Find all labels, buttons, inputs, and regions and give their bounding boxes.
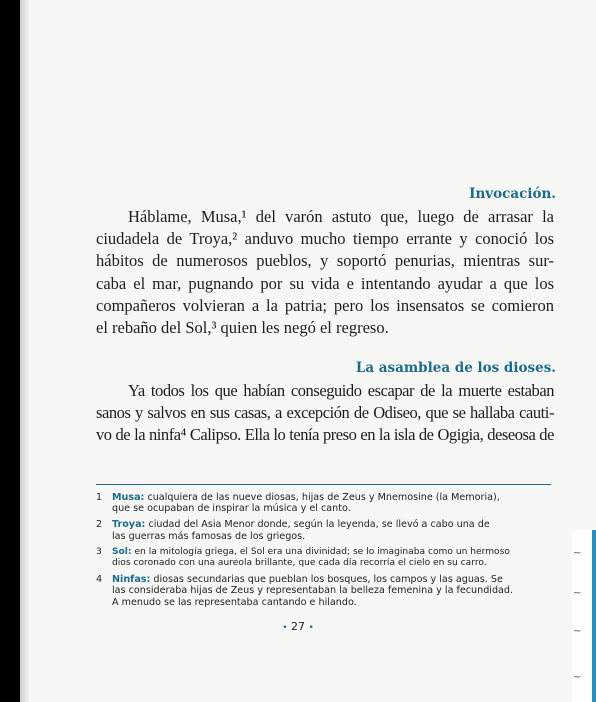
paragraph-line: ciudadela de Troya,² anduvo mucho tiempo errante y conoció los xyxy=(96,229,554,249)
footnote-text: cualquiera de las nueve diosas, hijas de Zeus y Mnemosine (la Memoria), xyxy=(144,492,500,503)
page-gutter-shadow xyxy=(20,0,30,702)
footnote-number: 2 xyxy=(96,519,103,531)
paragraph-line: vo de la ninfa⁴ Calipso. Ella lo tenía preso en la isla de Ogigia, deseosa de xyxy=(96,425,554,445)
footnote-term: Troya: xyxy=(112,519,146,531)
edge-color-bar xyxy=(592,530,596,702)
footnote-text: que se ocupaban de inspirar la música y el canto. xyxy=(112,503,351,515)
paragraph-line: Ya todos los que habían conseguido escapar de la muerte estaban xyxy=(128,381,554,400)
paragraph-line: el rebaño del Sol,³ quien les negó el regreso. xyxy=(96,318,389,338)
paragraph-invocation xyxy=(96,206,554,339)
left-black-margin xyxy=(0,0,20,702)
bullet-icon: • xyxy=(308,623,314,633)
adjacent-page-edge xyxy=(572,530,596,702)
footnote-text: A menudo se las representaba cantando e hilando. xyxy=(112,596,357,608)
paragraph-assembly xyxy=(96,380,554,447)
footnote-term: Ninfas: xyxy=(112,574,151,586)
footnote-term: Musa: xyxy=(112,492,145,503)
handwriting-scribble-icon: ~ xyxy=(573,626,582,637)
footnote-text: las consideraba hijas de Zeus y representaban la belleza femenina y la fecundidad. xyxy=(112,585,514,597)
paragraph-line: compañeros volvieran a la patria; pero los insensatos se comieron xyxy=(96,295,554,315)
footnote-text: las guerras más famosas de los griegos. xyxy=(112,530,306,542)
footnote-number: 3 xyxy=(96,546,102,557)
section-heading-invocacion: Invocación. xyxy=(469,186,556,202)
footnote-text: ciudad del Asia Menor donde, según la leyenda, se llevó a cabo una de xyxy=(145,519,490,531)
section-heading-asamblea: La asamblea de los dioses. xyxy=(355,360,556,376)
page-number-value: 27 xyxy=(291,620,305,633)
paragraph-line: caba el mar, pugnando por su vida e intentando ayudar a que los xyxy=(96,273,554,293)
paragraph-line: sanos y salvos en sus casas, a excepción de Odiseo, que se hallaba cauti- xyxy=(96,403,554,423)
footnote-text: en la mitología griega, el Sol era una divinidad; se lo imaginaba como un hermoso xyxy=(131,546,510,557)
handwriting-scribble-icon: ~ xyxy=(573,588,582,599)
footnote-1 xyxy=(96,492,556,514)
handwriting-scribble-icon: ~ xyxy=(573,672,582,683)
footnote-3 xyxy=(96,547,556,569)
footnote-2 xyxy=(96,519,556,541)
footnotes xyxy=(96,492,556,613)
paragraph-line: Háblame, Musa,¹ del varón astuto que, luego de arrasar la xyxy=(128,207,554,226)
footnote-number: 1 xyxy=(96,492,103,503)
paragraph-line: hábitos de numerosos pueblos, y soportó penurias, mientras sur- xyxy=(96,251,554,271)
footnote-4 xyxy=(96,574,556,608)
bullet-icon: • xyxy=(282,623,288,633)
footnote-term: Sol: xyxy=(112,546,132,557)
footnote-text: diosas secundarias que pueblan los bosques, los campos y las aguas. Se xyxy=(150,574,503,586)
footnote-divider xyxy=(96,484,551,485)
page-number xyxy=(0,620,596,633)
footnote-text: dios coronado con una aureola brillante, que cada día recorría el cielo en su carro. xyxy=(112,558,487,569)
handwriting-scribble-icon: ~ xyxy=(573,548,582,559)
footnote-number: 4 xyxy=(96,574,103,586)
